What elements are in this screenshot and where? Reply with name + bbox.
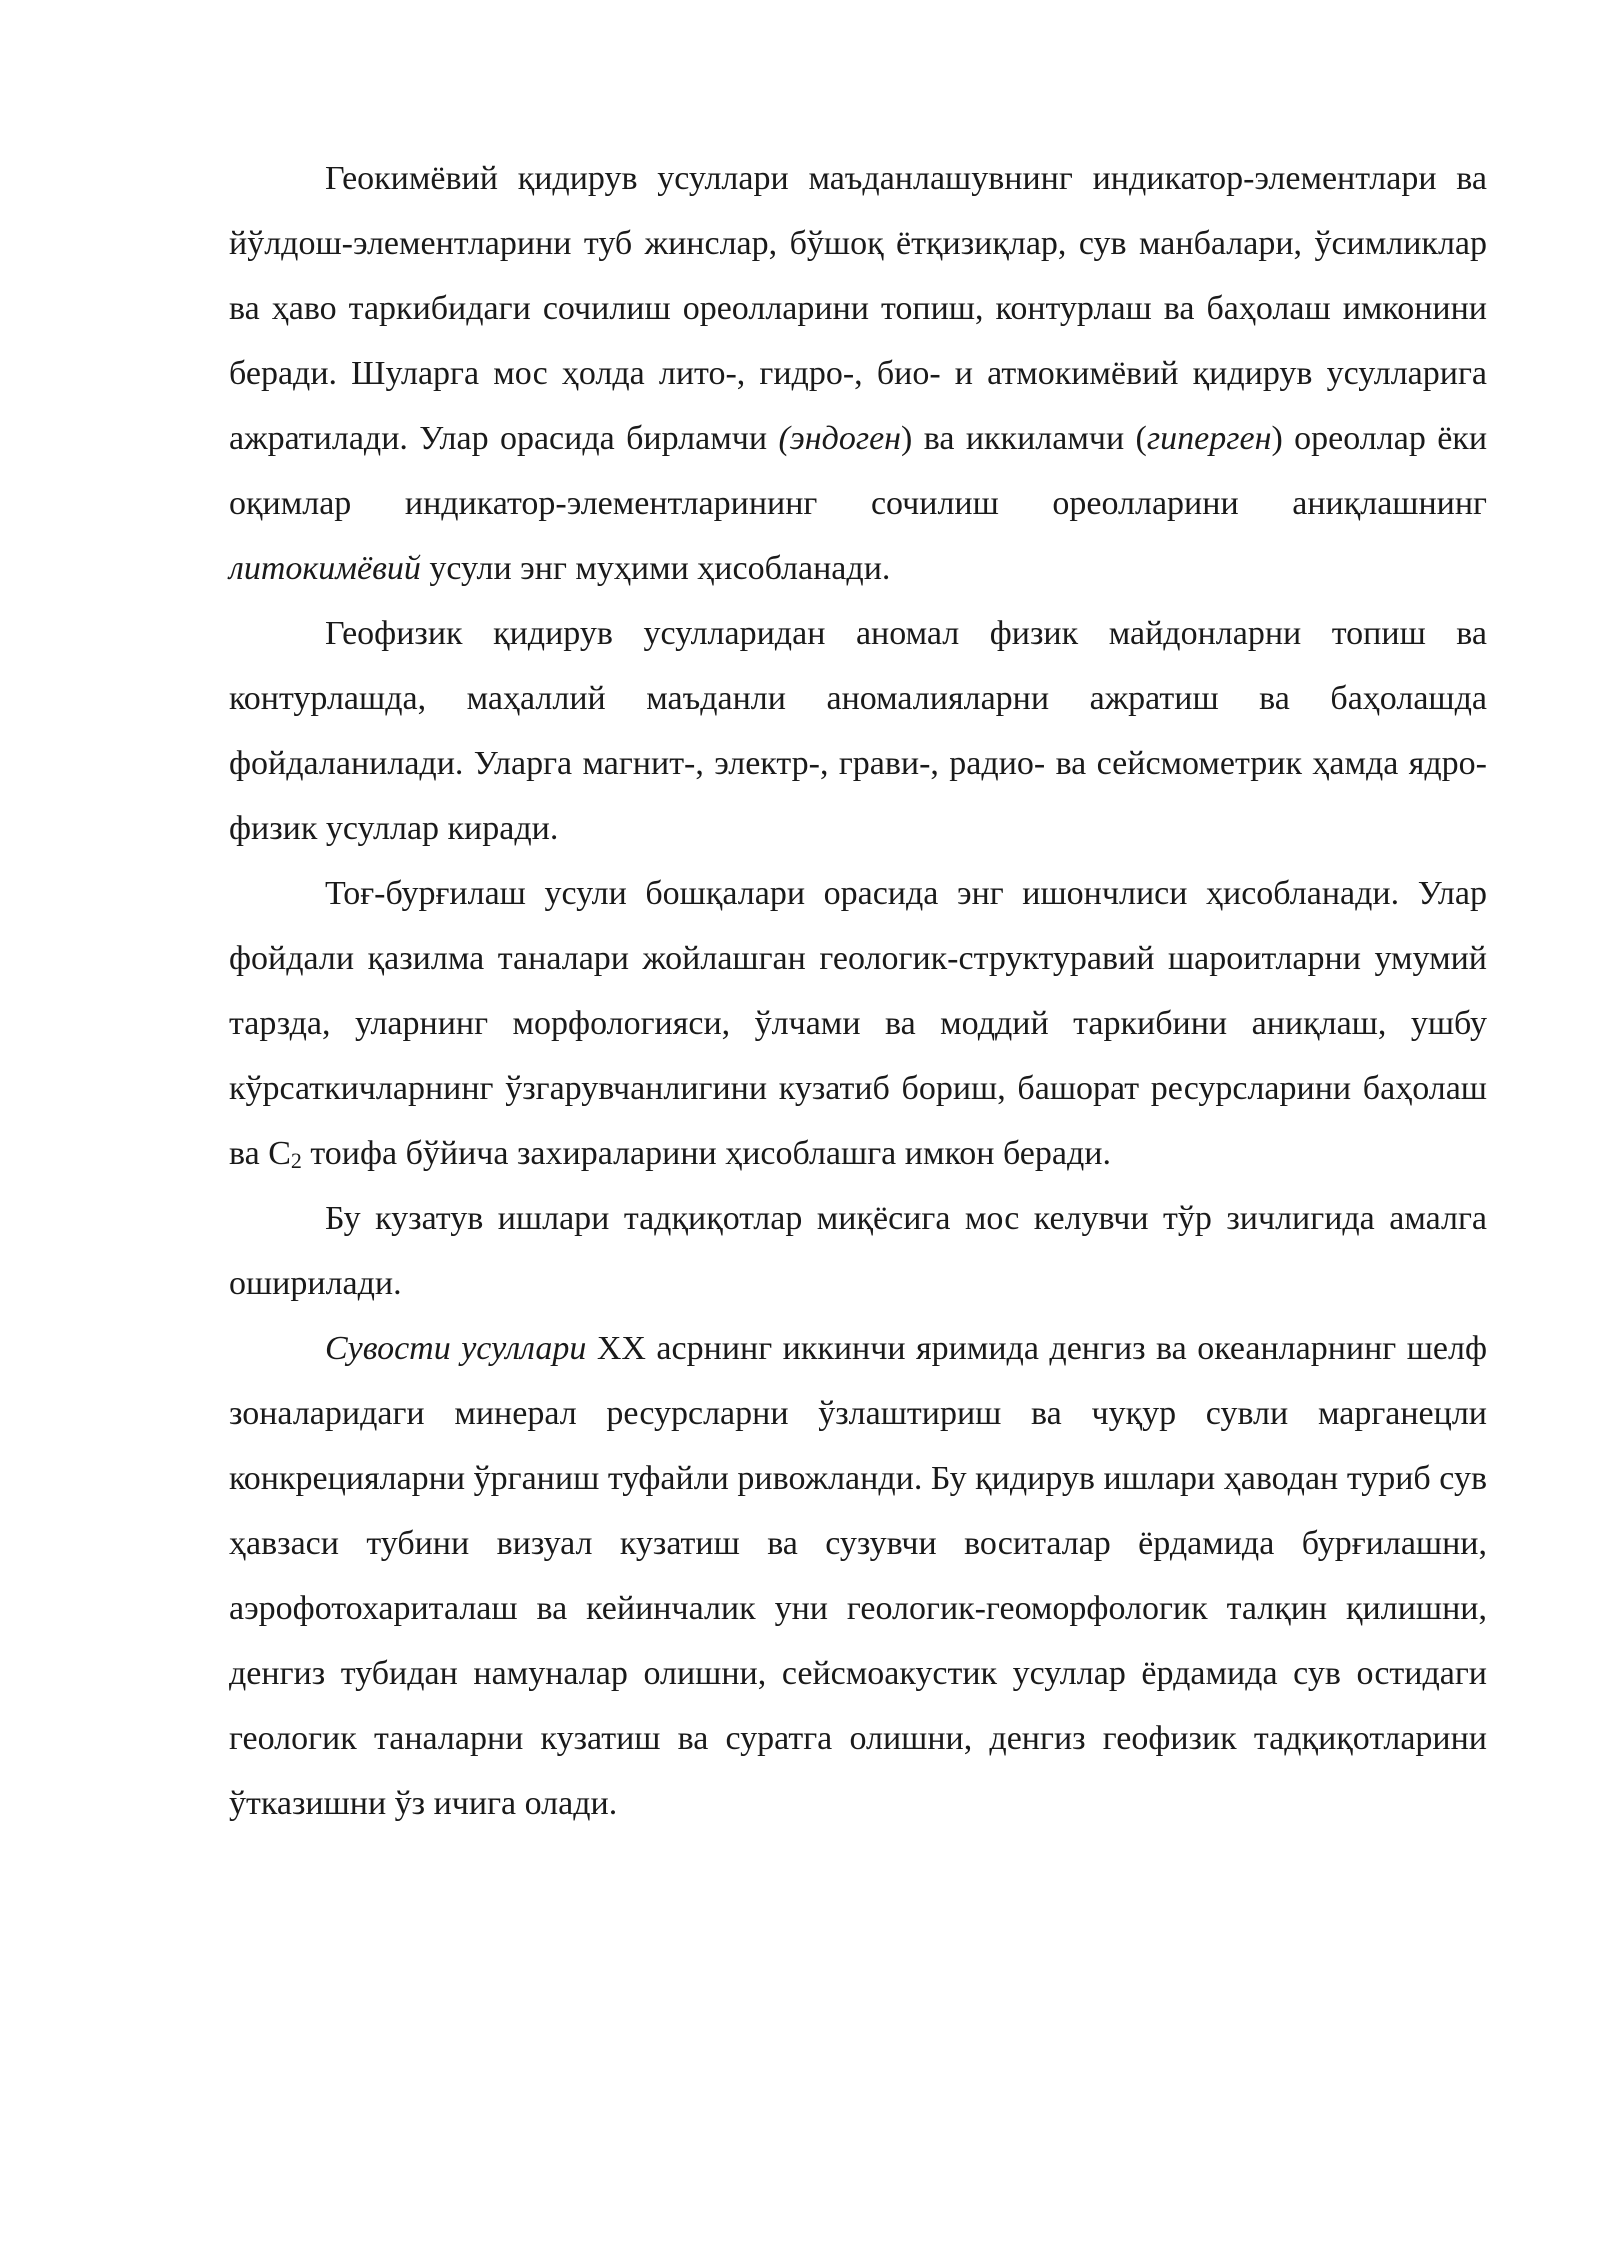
italic-term-endogen: (эндоген: [778, 420, 902, 457]
document-page: [229, 146, 1487, 1836]
paragraph-geophysical: Геофизик қидирув усулларидан аномал физик майдонларни топиш ва контурлашда, маҳаллий маъданли аномалияларни ажратиш ва баҳолашда фойдаланилади. Уларга магнит-, электр-, грави-, радио- ва сейсмометрик ҳамда ядро-физик усуллар киради.: [229, 615, 1487, 847]
italic-term-lithogeochemical: литокимёвий: [229, 550, 421, 587]
paragraph-text: Геокимёвий қидирув усуллари маъданлашувнинг индикатор-элементлари ва йўлдош-элементларини туб жинслар, бўшоқ ётқизиқлар, сув манбалари, ўсимликлар ва ҳаво таркибидаги сочилиш ореолларини топиш, контурлаш ва баҳолаш имконини беради. Шуларга мос ҳолда лито-, гидро-, био- и атмокимёвий қидирув усулларига ажратилади. Улар орасида бирламчи: [229, 160, 1487, 457]
paragraph-geochemical: [229, 146, 1487, 601]
paragraph-text: ХХ асрнинг иккинчи яримида денгиз ва океанларнинг шелф зоналаридаги минерал ресурсларни ўзлаштириш ва чуқур сувли марганецли конкрецияларни ўрганиш туфайли ривожланди. Бу қидирув ишлари ҳаводан туриб сув ҳавзаси тубини визуал кузатиш ва сузувчи воситалар ёрдамида бурғилашни, аэрофотохариталаш ва кейинчалик уни геологик-геоморфологик талқин қилишни, денгиз тубидан намуналар олишни, сейсмоакустик усуллар ёрдамида сув остидаги геологик таналарни кузатиш ва суратга олишни, денгиз геофизик тадқиқотларини ўтказишни ўз ичига олади.: [229, 1330, 1487, 1822]
paragraph-text: Тоғ-бурғилаш усули бошқалари орасида энг ишончлиси ҳисобланади. Улар фойдали қазилма таналари жойлашган геологик-структуравий шароитларни умумий тарзда, уларнинг морфологияси, ўлчами ва моддий таркибини аниқлаш, ушбу кўрсаткичларнинг ўзгарувчанлигини кузатиб бориш, башорат ресурсларини баҳолаш ва С: [229, 875, 1487, 1172]
paragraph-observations: Бу кузатув ишлари тадқиқотлар миқёсига мос келувчи тўр зичлигида амалга оширилади.: [229, 1200, 1487, 1302]
paragraph-text: тоифа бўйича захираларини ҳисоблашга имкон беради.: [301, 1135, 1111, 1172]
italic-term-underwater-methods: Сувости усуллари: [325, 1330, 587, 1367]
paragraph-text: усули энг муҳими ҳисобланади.: [420, 550, 891, 587]
subscript-2: 2: [290, 1148, 302, 1173]
paragraph-text: ) ореоллар ёки оқимлар индикатор-элементларининг сочилиш ореолларини аниқлашнинг: [229, 420, 1488, 522]
paragraph-drilling: [229, 861, 1487, 1186]
paragraph-text: ) ва иккиламчи (: [901, 420, 1147, 457]
italic-term-hypergen: гиперген: [1146, 420, 1272, 457]
paragraph-underwater: [229, 1316, 1487, 1836]
